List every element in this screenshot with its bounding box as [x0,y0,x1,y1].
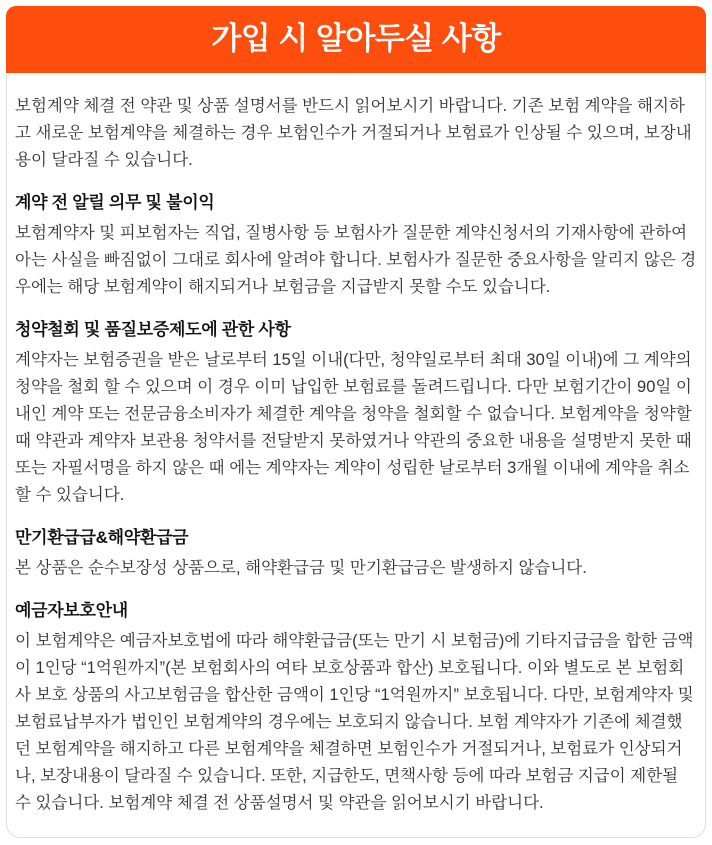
intro-paragraph: 보험계약 체결 전 약관 및 상품 설명서를 반드시 읽어보시기 바랍니다. 기존 보험 계약을 해지하고 새로운 보험계약을 체결하는 경우 보험인수가 거절되거나 보험료가 인상될 수 있으며, 보장내용이 달라질 수 있습니다. [15,97,692,169]
page-title: 가입 시 알아두실 사항 [211,21,501,56]
notice-banner [6,6,706,73]
section-heading-refund: 만기환급급&해약환급금 [15,528,189,547]
section-heading-disclosure-duty: 계약 전 알릴 의무 및 불이익 [15,193,215,212]
notice-card [6,73,706,838]
section-heading-withdrawal: 청약철회 및 품질보증제도에 관한 사항 [15,320,291,339]
section-body-withdrawal: 계약자는 보험증권을 받은 날로부터 15일 이내(다만, 청약일로부터 최대 30일 이내)에 그 계약의 청약을 철회 할 수 있으며 이 경우 이미 납입한 보험료를 돌려드립니다. 다만 보험기간이 90일 이내인 계약 또는 전문금융소비자가 체결한 계약을 청약을 철회할 수 없습니다. 보험계약을 청약할 때 약관과 계약자 보관용 청약서를 전달받지 못하였거나 약관의 중요한 내용을 설명받지 못한 때 또는 자필서명을 하지 않은 때 에는 계약자는 계약이 성립한 날로부터 3개월 이내에 계약을 취소할 수 있습니다. [15,351,692,504]
section-body-depositor-protection: 이 보험계약은 예금자보호법에 따라 해약환급금(또는 만기 시 보험금)에 기타지급금을 합한 금액이 1인당 “1억원까지”(본 보험회사의 여타 보호상품과 합산) 보호됩니다. 이와 별도로 본 보험회사 보호 상품의 사고보험금을 합산한 금액이 1인당 “1억원까지” 보호됩니다. 다만, 보험계약자 및 보험료납부자가 법인인 보험계약의 경우에는 보호되지 않습니다. 보험 계약자가 기존에 체결했던 보험계약을 해지하고 다른 보험계약을 체결하면 보험인수가 거절되거나, 보험료가 인상되거나, 보장내용이 달라질 수 있습니다. 또한, 지급한도, 면책사항 등에 따라 보험금 지급이 제한될 수 있습니다. 보험계약 체결 전 상품설명서 및 약관을 읽어보시기 바랍니다. [15,632,694,812]
section-body-refund: 본 상품은 순수보장성 상품으로, 해약환급금 및 만기환급금은 발생하지 않습니다. [15,559,587,577]
section-heading-depositor-protection: 예금자보호안내 [15,601,128,620]
section-body-disclosure-duty: 보험계약자 및 피보험자는 직업, 질병사항 등 보험사가 질문한 계약신청서의 기재사항에 관하여 아는 사실을 빠짐없이 그대로 회사에 알려야 합니다. 보험사가 질문한 중요사항을 알리지 않은 경우에는 해당 보험계약이 해지되거나 보험금을 지급받지 못할 수도 있습니다. [15,224,697,296]
